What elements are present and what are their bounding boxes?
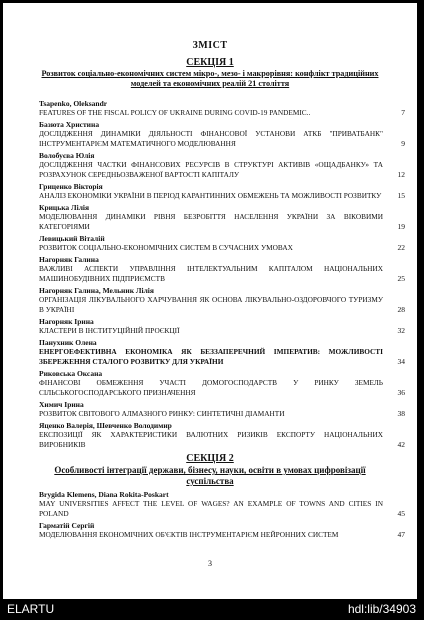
toc-entry-author: Нагорняк Ірина bbox=[39, 317, 94, 326]
toc-entry-page: 34 bbox=[397, 357, 405, 366]
toc-entry bbox=[39, 120, 405, 149]
toc-entry bbox=[39, 369, 405, 398]
toc-entry bbox=[39, 490, 405, 519]
toc-entry bbox=[39, 521, 405, 540]
toc-entry bbox=[39, 338, 405, 367]
toc-entry-author: Химич Ірина bbox=[39, 400, 84, 409]
toc-title: ЗМІСТ bbox=[192, 40, 228, 51]
toc-entry-title: ОРГАНІЗАЦІЯ ЛІКУВАЛЬНОГО ХАРЧУВАННЯ ЯК ОСНОВА ЛІКУВАЛЬНО-ОЗДОРОВЧОГО ТУРИЗМУ В УКРАЇНІ bbox=[39, 295, 383, 314]
section-2-number: СЕКЦІЯ 2 bbox=[186, 453, 234, 464]
toc-entry-title: ФІНАНСОВІ ОБМЕЖЕННЯ УЧАСТІ ДОМОГОСПОДАРСТВ У РИНКУ ЗЕМЕЛЬ СІЛЬСЬКОГОСПОДАРСЬКОГО ПРИЗНАЧЕННЯ bbox=[39, 378, 383, 397]
toc-entry-author: Риковська Оксана bbox=[39, 369, 103, 378]
toc-entry-author: Крицька Лілія bbox=[39, 203, 90, 212]
document-page bbox=[3, 3, 417, 599]
toc-entry-page: 15 bbox=[397, 191, 405, 200]
toc-entry-title: РОЗВИТОК СВІТОВОГО АЛМАЗНОГО РИНКУ: СИНТЕТИЧНІ ДІАМАНТИ bbox=[39, 409, 285, 418]
section-1-entries bbox=[39, 99, 405, 452]
toc-entry-author: Brygida Klemens, Diana Rokita-Poskart bbox=[39, 490, 169, 499]
toc-entry-page: 32 bbox=[397, 326, 405, 335]
toc-entry-title: MAY UNIVERSITIES AFFECT THE LEVEL OF WAGES? AN EXAMPLE OF TOWNS AND CITIES IN POLAND bbox=[39, 499, 383, 518]
toc-entry-page: 12 bbox=[397, 170, 405, 179]
toc-entry-author: Левицький Віталій bbox=[39, 234, 105, 243]
toc-entry-author: Гарматій Сергій bbox=[39, 521, 95, 530]
toc-entry-page: 25 bbox=[397, 274, 405, 283]
repository-label: ELARTU bbox=[7, 602, 55, 616]
toc-entry bbox=[39, 400, 405, 419]
section-2-entries bbox=[39, 490, 405, 542]
toc-entry-page: 19 bbox=[397, 222, 405, 231]
toc-entry-title: ДОСЛІДЖЕННЯ ДИНАМІКИ ДІЯЛЬНОСТІ ФІНАНСОВОЇ УСТАНОВИ АТКБ "ПРИВАТБАНК" ІНСТРУМЕНТАРІЄМ МАТЕМАТИЧНОГО МОДЕЛЮВАННЯ bbox=[39, 129, 383, 148]
toc-entry bbox=[39, 255, 405, 284]
toc-entry-page: 7 bbox=[401, 108, 405, 117]
toc-entry-title: FEATURES OF THE FISCAL POLICY OF UKRAINE DURING COVID-19 PANDEMIC.. bbox=[39, 108, 311, 117]
toc-entry-page: 38 bbox=[397, 409, 405, 418]
toc-entry bbox=[39, 182, 405, 201]
toc-entry-title: ДОСЛІДЖЕННЯ ЧАСТКИ ФІНАНСОВИХ РЕСУРСІВ В СТРУКТУРІ АКТИВІВ «ОЩАДБАНКУ» ТА РОЗРАХУНОК СЕРЕДНЬОЗВАЖЕНОЇ ВАРТОСТІ КАПІТАЛУ bbox=[39, 160, 383, 179]
toc-entry-author: Панухник Олена bbox=[39, 338, 97, 347]
section-2-title: Особливості інтеграції держави, бізнесу, науки, освіти в умовах цифровізації суспільства bbox=[54, 465, 366, 486]
toc-entry-author: Tsapenko, Oleksandr bbox=[39, 99, 108, 108]
toc-entry-title: МОДЕЛЮВАННЯ ДИНАМІКИ РІВНЯ БЕЗРОБІТТЯ НАСЕЛЕННЯ УКРАЇНИ ЗА ВІКОВИМИ КАТЕГОРІЯМИ bbox=[39, 212, 383, 231]
toc-entry-title: КЛАСТЕРИ В ІНСТИТУЦІЙНІЙ ПРОЄКЦІЇ bbox=[39, 326, 180, 335]
toc-entry-title: РОЗВИТОК СОЦІАЛЬНО-ЕКОНОМІЧНИХ СИСТЕМ В СУЧАСНИХ УМОВАХ bbox=[39, 243, 293, 252]
toc-entry bbox=[39, 151, 405, 180]
toc-entry bbox=[39, 99, 405, 118]
toc-entry bbox=[39, 317, 405, 336]
toc-entry-page: 45 bbox=[397, 509, 405, 518]
toc-entry-author: Нагорняк Галина bbox=[39, 255, 99, 264]
viewer-bottom-bar bbox=[0, 600, 424, 620]
toc-entry-author: Базюта Христина bbox=[39, 120, 100, 129]
toc-entry-title: МОДЕЛЮВАННЯ ЕКОНОМІЧНИХ ОБ'ЄКТІВ ІНСТРУМЕНТАРІЄМ НЕЙРОННИХ СИСТЕМ bbox=[39, 530, 339, 539]
page-number: 3 bbox=[208, 559, 212, 568]
toc-entry-author: Гриценко Вікторія bbox=[39, 182, 103, 191]
toc-entry-author: Нагорняк Галина, Мельник Лілія bbox=[39, 286, 154, 295]
section-2-header bbox=[33, 453, 387, 487]
toc-entry-page: 47 bbox=[397, 530, 405, 539]
toc-entry-page: 36 bbox=[397, 388, 405, 397]
toc-entry-title: ЕНЕРГОЕФЕКТИВНА ЕКОНОМІКА ЯК БЕЗЗАПЕРЕЧНИЙ ІМПЕРАТИВ: МОЖЛИВОСТІ ЗБЕРЕЖЕННЯ СТАЛОГО РОЗВИТКУ ДЛЯ УКРАЇНИ bbox=[39, 347, 383, 366]
section-1-header bbox=[33, 57, 387, 89]
toc-entry-page: 9 bbox=[401, 139, 405, 148]
toc-entry-page: 42 bbox=[397, 440, 405, 449]
section-1-number: СЕКЦІЯ 1 bbox=[186, 57, 234, 68]
toc-entry-title: ВАЖЛИВІ АСПЕКТИ УПРАВЛІННЯ ІНТЕЛЕКТУАЛЬНИМ КАПІТАЛОМ НАЦІОНАЛЬНИХ МАШИНОБУДІВНИХ ПІДПРИЄМСТВ bbox=[39, 264, 383, 283]
toc-entry bbox=[39, 286, 405, 315]
toc-entry-author: Волобуєва Юлія bbox=[39, 151, 95, 160]
section-1-title: Розвиток соціально-економічних систем мікро-, мезо- і макрорівня: конфлікт традиційних моделей та економічних реалій 21 століття bbox=[41, 69, 379, 88]
handle-label: hdl:lib/34903 bbox=[347, 602, 416, 616]
toc-entry-title: ЕКСПОЗИЦІЇ ЯК ХАРАКТЕРИСТИКИ ВАЛЮТНИХ РИЗИКІВ ЕКСПОРТУ НАЦІОНАЛЬНИХ ВИРОБНИКІВ bbox=[39, 430, 383, 449]
toc-entry-page: 22 bbox=[397, 243, 405, 252]
toc-entry bbox=[39, 421, 405, 450]
toc-entry bbox=[39, 234, 405, 253]
toc-entry-page: 28 bbox=[397, 305, 405, 314]
toc-entry-author: Яценко Валерія, Шевченко Володимир bbox=[39, 421, 172, 430]
toc-entry bbox=[39, 203, 405, 232]
toc-entry-title: АНАЛІЗ ЕКОНОМІКИ УКРАЇНИ В ПЕРІОД КАРАНТИННИХ ОБМЕЖЕНЬ ТА МОЖЛИВОСТІ РОЗВИТКУ bbox=[39, 191, 382, 200]
